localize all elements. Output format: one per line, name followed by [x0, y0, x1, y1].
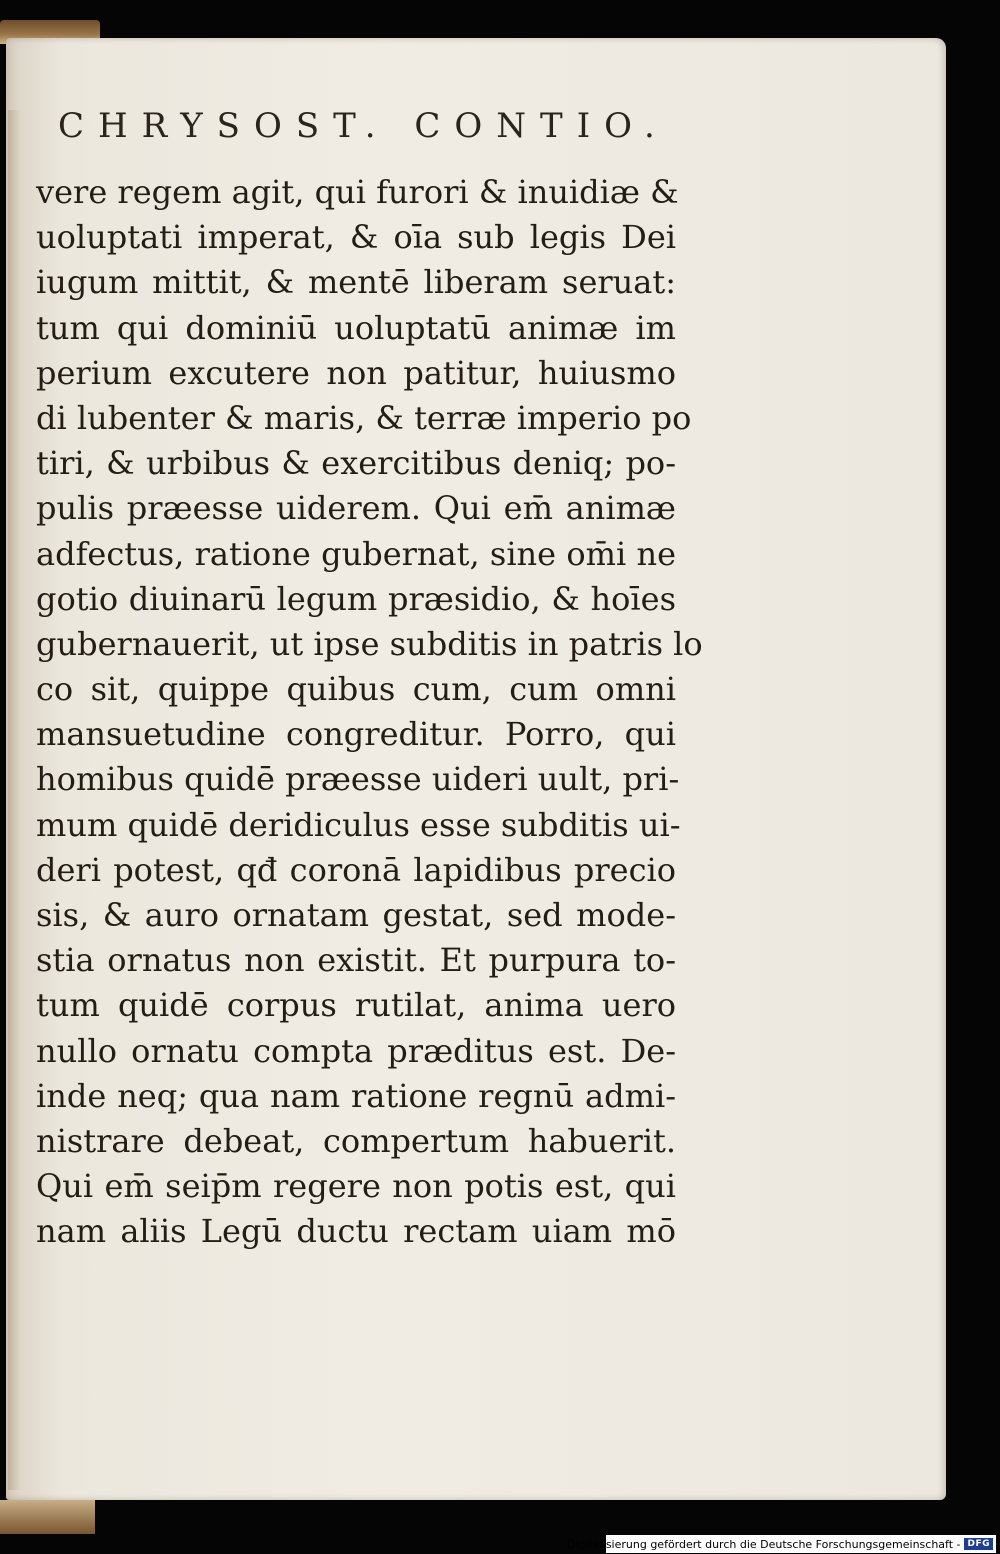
dfg-logo: DFG [964, 1538, 993, 1550]
text-line: nam aliis Legū ductu rectam uiam mō [36, 1212, 676, 1251]
text-line: inde neq; qua nam ratione regnū admi- [36, 1076, 676, 1115]
text-line: perium excutere non patitur, huiusmo [36, 353, 676, 392]
text-line: tum quidē corpus rutilat, anima uero [36, 986, 676, 1025]
text-line: Qui em̄ seip̄m regere non potis est, qui [36, 1167, 676, 1206]
text-line: homibus quidē præesse uideri uult, pri- [36, 760, 680, 799]
text-line: uoluptati imperat, & oīa sub legis Dei [36, 218, 676, 257]
page-gutter-shadow [8, 110, 22, 1490]
text-line: adfectus, ratione gubernat, sine om̄i ne [36, 534, 676, 573]
text-line: tiri, & urbibus & exercitibus deniq; po- [36, 444, 676, 483]
text-line: pulis præesse uiderem. Qui em̄ animæ [36, 489, 676, 528]
text-line: iugum mittit, & mentē liberam seruat: [36, 263, 676, 302]
credit-text: Digitalisierung gefördert durch die Deutsche Forschungsgemeinschaft - [567, 1537, 961, 1551]
text-line: vere regem agit, qui furori & inuidiæ & [36, 173, 679, 211]
text-line: gubernauerit, ut ipse subditis in patris lo [36, 624, 703, 663]
binding-bottom-edge [0, 1500, 95, 1534]
text-line: nullo ornatu compta præditus est. De- [36, 1031, 676, 1070]
text-line: deri potest, qđ coronā lapidibus precio [36, 850, 676, 889]
running-header: CHRYSOST. CONTIO. [58, 106, 669, 146]
text-line: stia ornatus non existit. Et purpura to- [36, 941, 676, 980]
text-line: mansuetudine congreditur. Porro, qui [36, 715, 676, 754]
text-line: mum quidē deridiculus esse subditis ui- [36, 805, 681, 844]
body-text [36, 170, 703, 1255]
text-line: di lubenter & maris, & terræ imperio po [36, 398, 692, 437]
digitization-credit [567, 1535, 996, 1553]
text-line: tum qui dominiū uoluptatū animæ im [36, 308, 676, 347]
text-line: co sit, quippe quibus cum, cum omni [36, 670, 676, 709]
text-line: gotio diuinarū legum præsidio, & hoīes [36, 579, 676, 618]
text-line: sis, & auro ornatam gestat, sed mode- [36, 896, 676, 934]
text-line: nistrare debeat, compertum habuerit. [36, 1121, 676, 1160]
